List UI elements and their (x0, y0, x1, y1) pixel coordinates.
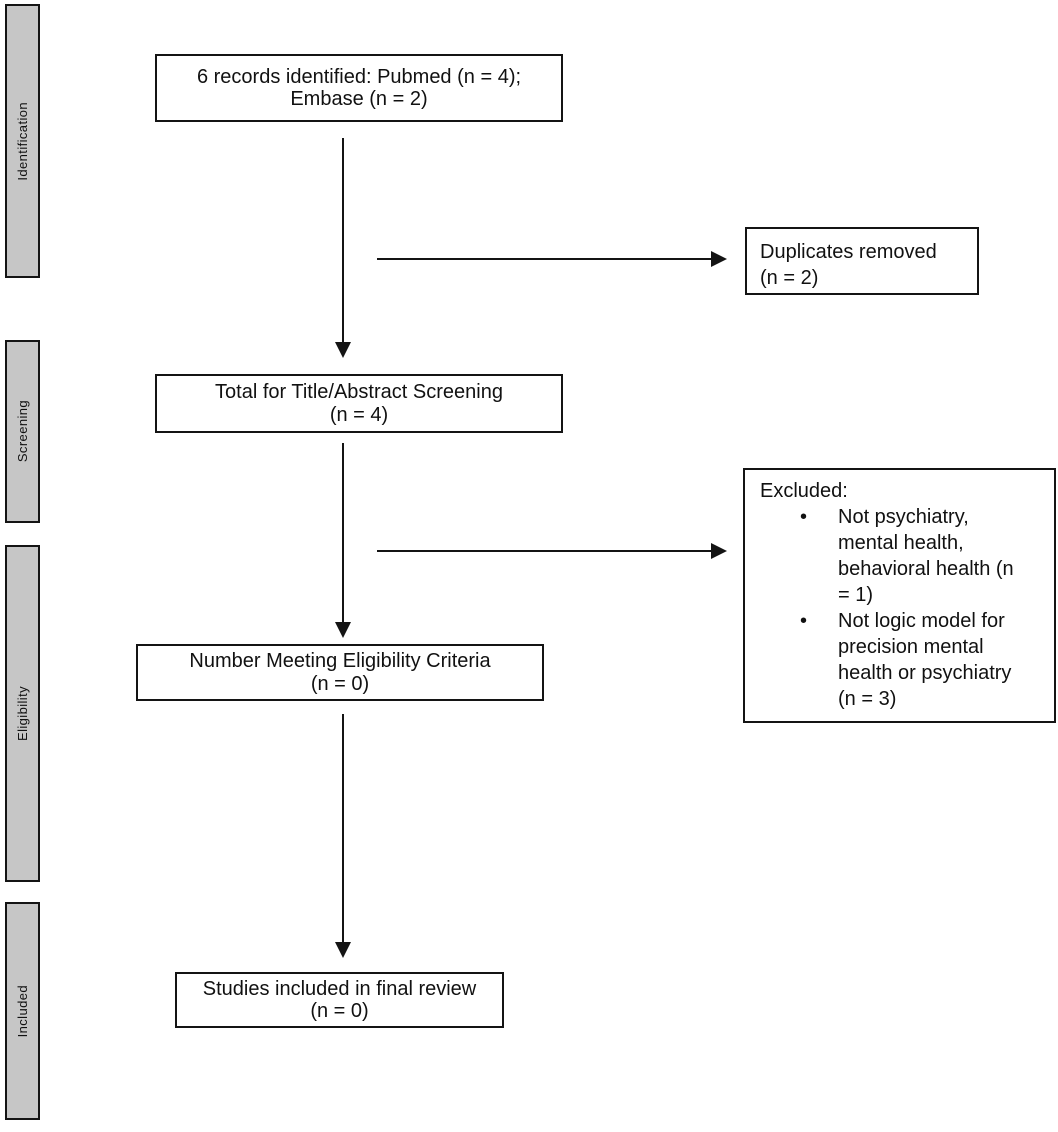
arrowhead-down-icon (335, 342, 351, 358)
box-studies-included-line2: (n = 0) (310, 1000, 369, 1022)
box-excluded (743, 468, 1056, 723)
box-title-abstract-screening-line1: Total for Title/Abstract Screening (215, 381, 503, 404)
box-title-abstract-screening-line2: (n = 4) (329, 403, 389, 426)
connector-eligibility-to-included (342, 714, 344, 942)
excluded-reason-list (760, 504, 1048, 712)
box-records-identified-line1: 6 records identified: Pubmed (n = 4); (196, 65, 522, 88)
box-records-identified (155, 54, 563, 122)
excluded-reason-item (760, 504, 1026, 608)
box-excluded-heading: Excluded: (760, 480, 848, 502)
connector-to-duplicates (377, 258, 711, 260)
stage-label-included: Included (15, 984, 30, 1038)
box-records-identified-line2: Embase (n = 2) (290, 88, 428, 110)
box-meeting-eligibility-criteria-line1: Number Meeting Eligibility Criteria (189, 650, 491, 673)
box-studies-included-line1: Studies included in final review (202, 977, 477, 1000)
excluded-reason-text: Not psychiatry, mental health, behavioral health (n = 1) (838, 506, 1014, 606)
stage-label-screening: Screening (15, 400, 30, 463)
box-meeting-eligibility-criteria (136, 644, 544, 701)
connector-identified-to-screening (342, 138, 344, 342)
box-title-abstract-screening (155, 374, 563, 433)
stage-label-eligibility: Eligibility (15, 686, 30, 741)
connector-to-excluded (377, 550, 711, 552)
stage-band-identification (5, 4, 40, 278)
stage-band-screening (5, 340, 40, 523)
box-meeting-eligibility-criteria-line2: (n = 0) (310, 672, 370, 695)
arrowhead-right-icon (711, 251, 727, 267)
connector-screening-to-eligibility (342, 443, 344, 622)
stage-band-eligibility (5, 545, 40, 882)
box-duplicates-removed-line1: Duplicates removed (760, 241, 937, 263)
excluded-reason-item (760, 608, 1026, 712)
arrowhead-down-icon (335, 622, 351, 638)
excluded-reason-text: Not logic model for precision mental health or psychiatry (n = 3) (838, 610, 1012, 710)
arrowhead-down-icon (335, 942, 351, 958)
bullet-icon: • (800, 610, 808, 632)
box-duplicates-removed (745, 227, 979, 295)
stage-label-identification: Identification (15, 101, 30, 181)
box-studies-included (175, 972, 504, 1028)
bullet-icon: • (800, 506, 808, 528)
arrowhead-right-icon (711, 543, 727, 559)
box-duplicates-removed-line2: (n = 2) (760, 267, 819, 289)
stage-band-included (5, 902, 40, 1120)
